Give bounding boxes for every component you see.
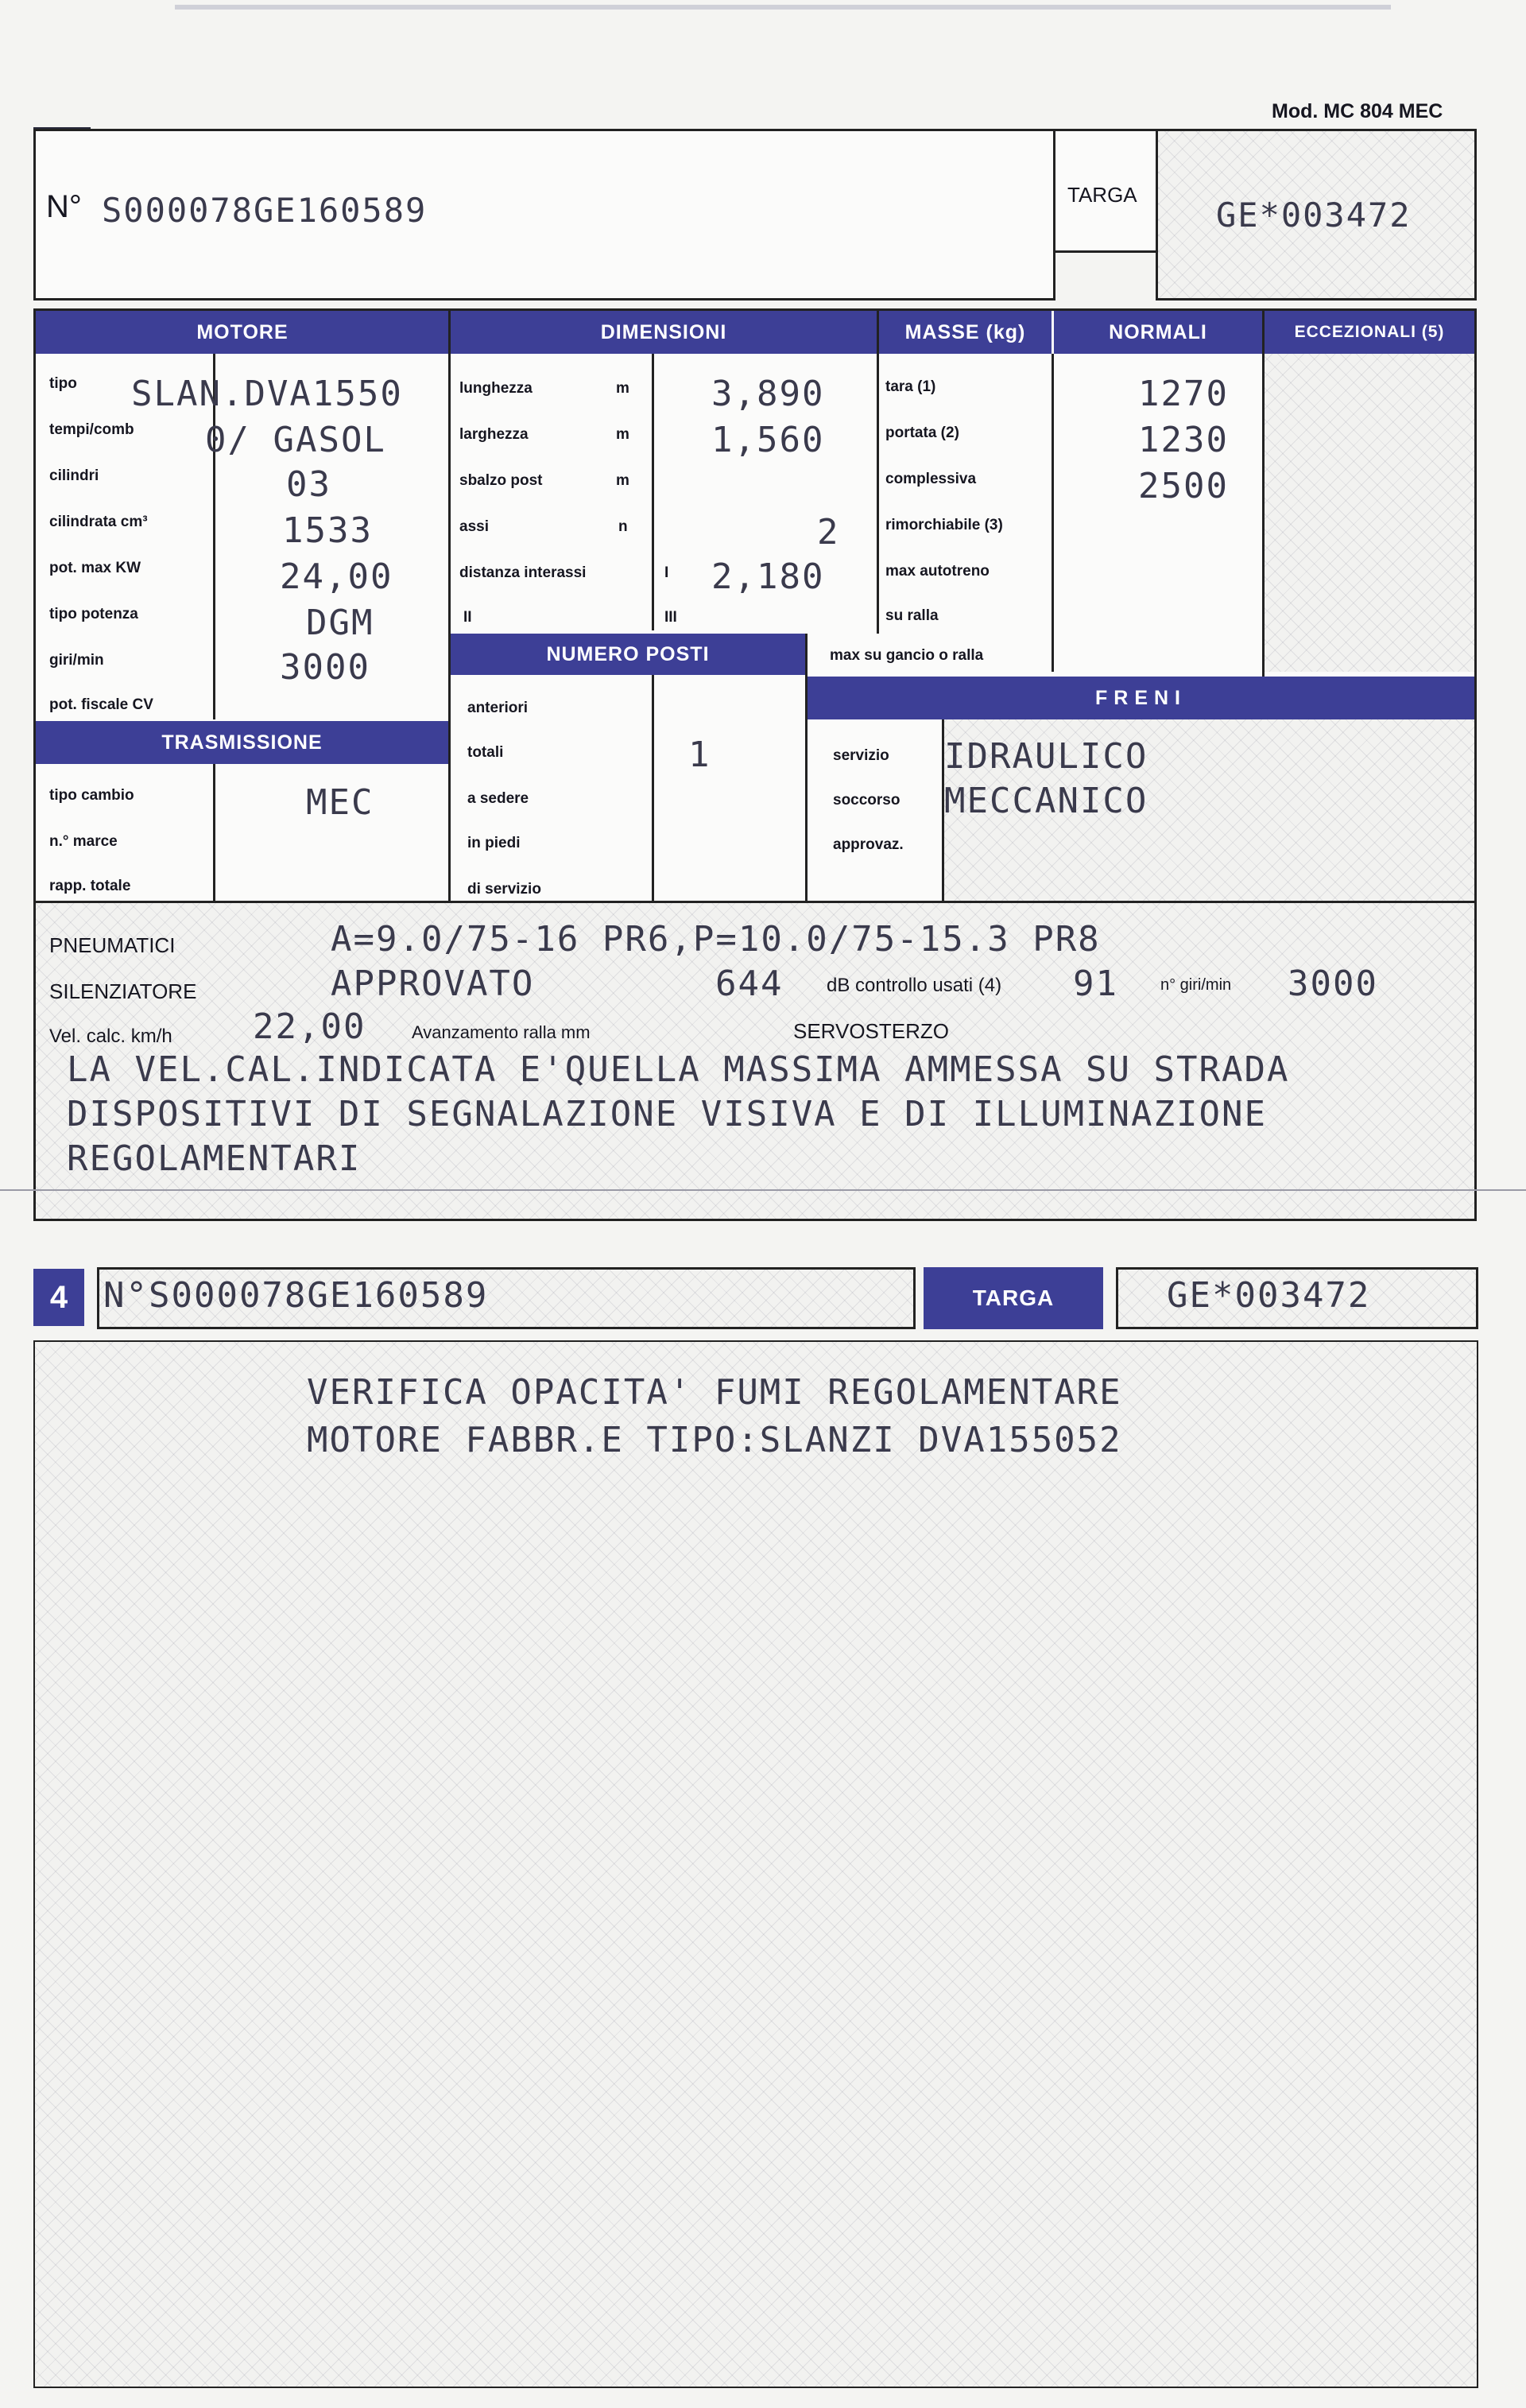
targa-value: GE*003472 (1216, 196, 1412, 235)
motore-label-tipo-potenza: tipo potenza (49, 606, 138, 622)
freni-value-soccorso: MECCANICO (944, 781, 1148, 821)
dimensioni-header: DIMENSIONI (451, 311, 877, 354)
section-4-body (33, 1340, 1478, 2388)
vel-label: Vel. calc. km/h (49, 1026, 172, 1047)
note-line-2: DISPOSITIVI DI SEGNALAZIONE VISIVA E DI ILLUMINAZIONE (67, 1094, 1267, 1134)
masse-label-tara: tara (1) (885, 378, 936, 395)
vel-value: 22,00 (253, 1006, 366, 1047)
page-number-4: 4 (49, 1279, 68, 1315)
db-value: 91 (1073, 964, 1118, 1004)
dimensioni-unit-larghezza: m (616, 426, 629, 443)
masse-label-max-autotreno: max autotreno (885, 563, 990, 580)
posti-label-sedere: a sedere (467, 790, 529, 807)
motore-value-giri: 3000 (280, 647, 370, 688)
motore-label-giri: giri/min (49, 652, 104, 669)
eccezionali-column (1265, 354, 1474, 672)
motore-label-tempi: tempi/comb (49, 421, 134, 438)
trasmissione-label-cambio: tipo cambio (49, 787, 134, 804)
pneumatici-value: A=9.0/75-16 PR6,P=10.0/75-15.3 PR8 (331, 919, 1101, 960)
freni-label-approvaz: approvaz. (833, 836, 904, 853)
freni-header: FRENI (808, 677, 1474, 719)
masse-label-rimorchiabile: rimorchiabile (3) (885, 517, 1003, 533)
trasmissione-label-rapp: rapp. totale (49, 878, 131, 894)
dimensioni-label-larghezza: larghezza (459, 426, 529, 443)
motore-value-tipo-potenza: DGM (306, 603, 374, 643)
motore-value-tipo: SLAN.DVA1550 (131, 374, 403, 414)
trasmissione-label-marce: n.° marce (49, 833, 118, 850)
masse-label-su-ralla: su ralla (885, 607, 939, 624)
dimensioni-label-II: II (463, 609, 472, 626)
motore-value-cilindri: 03 (286, 464, 331, 505)
dimensioni-label-assi: assi (459, 518, 489, 535)
masse-label-portata: portata (2) (885, 425, 959, 441)
doc-number-4: N°S000078GE160589 (103, 1275, 489, 1316)
motore-label-cilindrata: cilindrata cm³ (49, 514, 148, 530)
motore-label-cilindri: cilindri (49, 467, 99, 484)
freni-label-soccorso: soccorso (833, 792, 900, 808)
dimensioni-value-lunghezza: 3,890 (711, 374, 825, 414)
motore-label-pot-fiscale: pot. fiscale CV (49, 696, 153, 713)
numero-posti-header: NUMERO POSTI (451, 634, 805, 675)
giri-label: n° giri/min (1160, 976, 1232, 994)
masse-label-max-gancio: max su gancio o ralla (830, 647, 984, 664)
posti-label-servizio: di servizio (467, 881, 541, 898)
avanzamento-label: Avanzamento ralla mm (412, 1022, 591, 1042)
targa-header-4: TARGA (924, 1267, 1103, 1329)
dimensioni-label-distanza: distanza interassi (459, 564, 587, 581)
masse-value-complessiva: 2500 (1138, 466, 1229, 506)
dimensioni-unit-distanza: I (664, 564, 669, 581)
silenziatore-code: 644 (715, 964, 784, 1004)
dimensioni-value-distanza: 2,180 (711, 556, 825, 597)
posti-value-totali: 1 (688, 735, 711, 775)
silenziatore-label: SILENZIATORE (49, 979, 197, 1003)
page-number-badge-4 (33, 1269, 84, 1326)
pneumatici-label: PNEUMATICI (49, 933, 176, 957)
normali-header: NORMALI (1054, 311, 1262, 354)
db-label: dB controllo usati (4) (827, 975, 1002, 996)
masse-header: MASSE (kg) (879, 311, 1052, 354)
trasmissione-header: TRASMISSIONE (36, 721, 448, 764)
dimensioni-unit-sbalzo: m (616, 472, 629, 489)
servosterzo-label: SERVOSTERZO (793, 1019, 950, 1043)
targa-label: TARGA (1067, 183, 1137, 207)
masse-value-tara: 1270 (1138, 374, 1229, 414)
motore-value-cilindrata: 1533 (282, 510, 373, 551)
section4-line-1: VERIFICA OPACITA' FUMI REGOLAMENTARE (307, 1372, 1122, 1413)
doc-number-prefix: N° (46, 189, 82, 224)
dimensioni-label-sbalzo: sbalzo post (459, 472, 543, 489)
motore-header: MOTORE (36, 311, 449, 354)
dimensioni-label-lunghezza: lunghezza (459, 380, 533, 397)
masse-label-complessiva: complessiva (885, 471, 977, 487)
targa-value-4: GE*003472 (1167, 1275, 1371, 1316)
top-edge-strip (175, 5, 1391, 10)
motore-label-tipo: tipo (49, 375, 77, 392)
posti-label-piedi: in piedi (467, 835, 521, 851)
motore-value-pot-max: 24,00 (280, 556, 393, 597)
silenziatore-value: APPROVATO (331, 964, 535, 1004)
freni-value-servizio: IDRAULICO (944, 736, 1148, 777)
note-line-3: REGOLAMENTARI (67, 1138, 362, 1179)
motore-value-tempi: 0/ GASOL (205, 420, 386, 460)
posti-label-totali: totali (467, 744, 504, 761)
section4-line-2: MOTORE FABBR.E TIPO:SLANZI DVA155052 (307, 1420, 1122, 1460)
masse-value-portata: 1230 (1138, 420, 1229, 460)
model-code: Mod. MC 804 MEC (1272, 100, 1443, 122)
dimensioni-value-assi: 2 (817, 512, 840, 553)
motore-label-pot-max: pot. max KW (49, 560, 141, 576)
dimensioni-unit-assi: n (618, 518, 628, 535)
dimensioni-unit-III: III (664, 609, 677, 626)
trasmissione-value-cambio: MEC (306, 782, 374, 823)
freni-label-servizio: servizio (833, 747, 889, 764)
dimensioni-value-larghezza: 1,560 (711, 420, 825, 460)
doc-number: S000078GE160589 (102, 191, 428, 230)
posti-label-anteriori: anteriori (467, 700, 529, 716)
note-line-1: LA VEL.CAL.INDICATA E'QUELLA MASSIMA AMMESSA SU STRADA (67, 1049, 1290, 1090)
eccezionali-header: ECCEZIONALI (5) (1265, 311, 1474, 354)
cut-line (0, 1189, 1526, 1191)
giri-value: 3000 (1288, 964, 1378, 1004)
dimensioni-unit-lunghezza: m (616, 380, 629, 397)
